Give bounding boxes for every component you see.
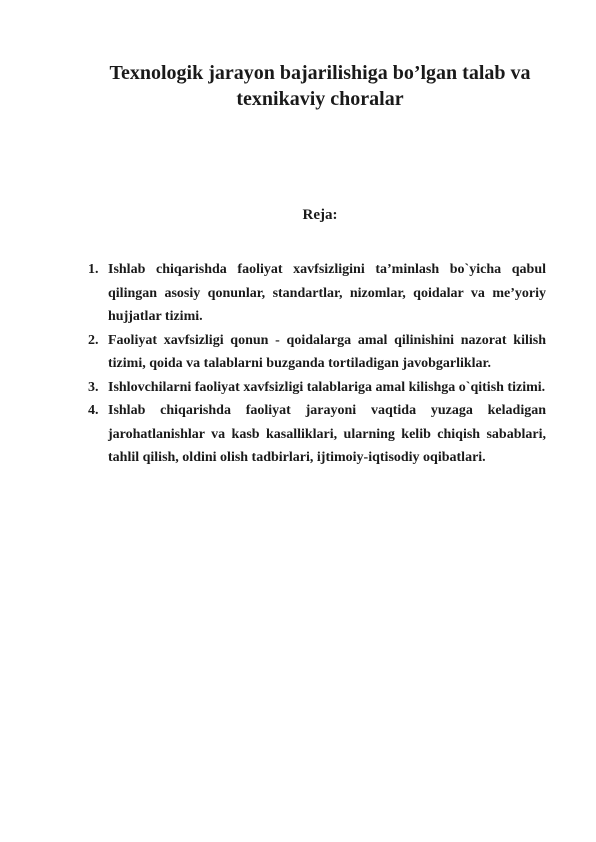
- plan-item-number: 1.: [88, 262, 99, 277]
- plan-item-text: Ishlab chiqarishda faoliyat jarayoni vaqtida yuzaga keladigan jarohatlanishlar va kasb kasalliklari, ularning kelib chiqish sabablari, tahlil qilish, oldini olish tadbirlari, ijtimoiy-iqtisodiy oqibatlari.: [108, 403, 546, 465]
- plan-item-text: Ishlab chiqarishda faoliyat xavfsizligini ta’minlash bo`yicha qabul qilingan asosiy qonunlar, standartlar, nizomlar, qoidalar va me’yoriy hujjatlar tizimi.: [108, 262, 546, 324]
- plan-item-number: 2.: [88, 332, 99, 348]
- plan-list: [88, 258, 546, 470]
- plan-item-2: [88, 329, 546, 376]
- plan-item-text: Faoliyat xavfsizligi qonun - qoidalarga amal qilinishini nazorat kilish tizimi, qoida va talablarni buzganda tortiladigan javobgarliklar.: [108, 332, 546, 371]
- plan-item-3: [88, 376, 546, 400]
- plan-item-text: Ishlovchilarni faoliyat xavfsizligi talablariga amal kilishga o`qitish tizimi.: [108, 379, 546, 395]
- plan-item-number: 4.: [88, 403, 99, 418]
- plan-item-1: [88, 258, 546, 329]
- document-title: Texnologik jarayon bajarilishiga bo’lgan talab va texnikaviy choralar: [109, 62, 531, 110]
- plan-item-4: [88, 399, 546, 470]
- plan-heading: Reja:: [302, 207, 338, 223]
- plan-item-number: 3.: [88, 379, 99, 395]
